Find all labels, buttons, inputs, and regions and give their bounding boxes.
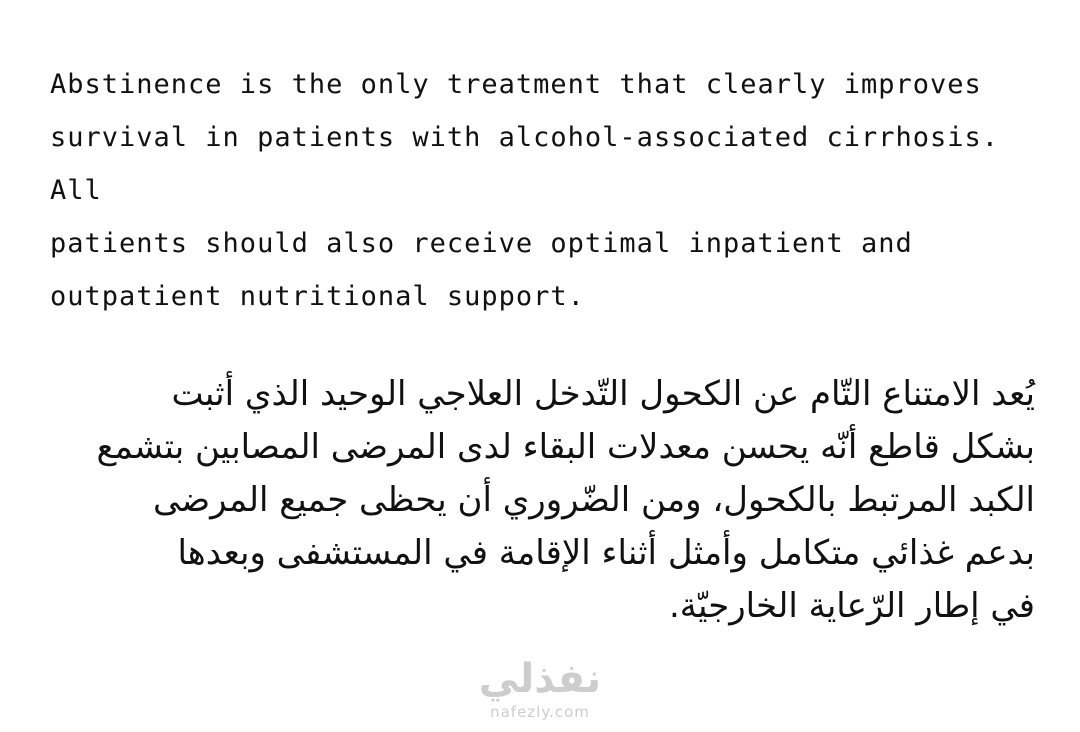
arabic-paragraph: يُعد الامتناع التّام عن الكحول التّدخل العلاجي الوحيد الذي أثبت بشكل قاطع أنّه يحسن معدلات البقاء لدى المرضى المصابين بتشمع الكبد المرتبط بالكحول، ومن الضّروري أن يحظى جميع المرضى بدعم غذائي متكامل وأمثل أثناء الإقامة في المستشفى وبعدها في إطار الرّعاية الخارجيّة. — [96, 374, 1035, 626]
watermark-logo: نفذلي — [478, 656, 602, 702]
nafezly-watermark — [440, 655, 640, 721]
watermark-url: nafezly.com — [490, 703, 590, 721]
english-paragraph: Abstinence is the only treatment that clearly improves survival in patients with alcohol-associated cirrhosis. All patients should also receive optimal inpatient and outpatient nutritional support. — [50, 69, 1000, 312]
